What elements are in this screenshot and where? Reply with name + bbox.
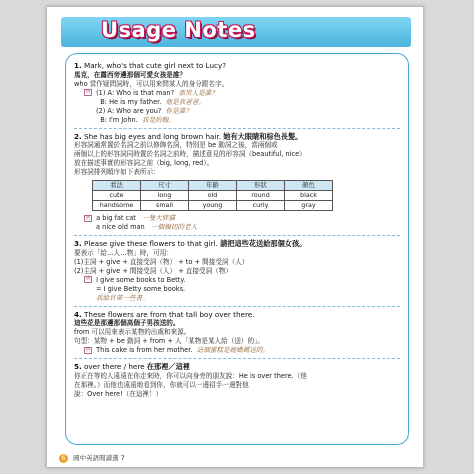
section-5-note-3: 說：Over here!（在這裡！） (74, 389, 163, 398)
section-divider (74, 235, 400, 236)
section-4-translation: 這些花是那邊那個高個子男孩送的。 (74, 319, 180, 327)
section-1-example-1a: 例 (1) A: Who is that man? 那男人是誰？ (85, 88, 218, 97)
section-4-note-2: 句型：某物 + be 動詞 + from + 人「某物是某人給（送）的」。 (74, 337, 265, 345)
section-2-example-1: 例 a big fat cat 一隻大胖貓 (85, 214, 176, 222)
section-1-example-2a: (2) A: Who are you? 你是誰？ (96, 106, 192, 115)
section-1-example-2b: B: I'm John. 我是約翰。 (100, 115, 175, 124)
section-2-note-3: 放在描述事實的形容詞之前（big, long, red）。 (74, 159, 214, 167)
section-3-example-1: 例 I give some books to Betty. (85, 275, 186, 284)
section-3-rule-2: (2)主詞 + give + 間接受詞（人） + 直接受詞（物） (74, 266, 232, 275)
example-icon: 例 (85, 346, 91, 353)
adjective-order-table (92, 180, 333, 211)
section-1-heading: 1. Mark, who's that cute girl next to Lucy? (74, 61, 227, 70)
section-5-heading: 5. over there / here 在那裡／這裡 (74, 362, 190, 371)
table-row: cute long old round black (93, 191, 333, 201)
section-4-heading: 4. These flowers are from that tall boy over there. (74, 309, 255, 319)
title-banner (61, 17, 411, 47)
example-icon: 例 (85, 89, 91, 95)
textbook-page (46, 6, 424, 468)
section-2-example-2: a nice old man 一個親切的老人 (96, 223, 198, 231)
example-icon: 例 (85, 214, 91, 221)
section-divider (74, 306, 400, 307)
table-header-row: 看法 尺寸 年齡 形狀 顏色 (93, 181, 333, 191)
section-divider (74, 128, 400, 129)
page-footer (59, 453, 125, 463)
section-5-note-1: 你正在等的人遠遠在你走來時，你可以向身旁的朋友說：He is over there.（他 (74, 371, 307, 380)
book-title: 國中英語閱讀選 7 (73, 454, 125, 462)
section-2-note-4: 形容詞排列順序如下表所示： (74, 168, 160, 176)
section-3-note: 要表示「給…人…物」時，可用： (74, 248, 173, 257)
section-3-rule-1: (1)主詞 + give + 直接受詞（物） + to + 間接受詞（人） (74, 257, 249, 266)
section-4-example-1: 例 This cake is from her mother. 這個蛋糕是她媽媽送的。 (85, 346, 270, 354)
section-1-example-1b: B: He is my father. 他是我爸爸。 (100, 97, 206, 106)
table-row: handsome small young curly gray (93, 201, 333, 211)
section-2-heading: 2. She has big eyes and long brown hair. 她有大眼睛和棕色長髮。 (74, 131, 303, 141)
section-1-note: who 當作疑問詞時，可以用來問某人的身分跟名字。 (74, 79, 229, 88)
section-5-note-2: 在那裡。）而他也遠遠地看到你，你就可以一邊招手一邊對他 (74, 380, 249, 389)
page-title: Usage Notes (101, 18, 256, 42)
section-divider (74, 358, 400, 359)
section-2-note-1: 形容詞通常置於名詞之前以修飾名詞，特別是 be 動詞之後，當兩個或 (74, 141, 278, 149)
section-3-heading: 3. Please give these flowers to that girl. 請把這些花送給那個女孩。 (74, 239, 307, 248)
page-number: 6 (59, 454, 68, 463)
section-1-translation: 馬克，在露西旁邊那個可愛女孩是誰？ (74, 70, 187, 79)
section-3-example-1-alt: = I give Betty some books. (96, 284, 186, 293)
section-4-note-1: from 可以用來表示某物的出處和來源。 (74, 328, 191, 336)
notes-panel (65, 53, 409, 445)
example-icon: 例 (85, 276, 91, 282)
section-2-note-2: 兩個以上的形容詞同時置於名詞之前時，描述意見的形容詞（beautiful, nice） (74, 150, 306, 158)
section-3-example-1-zh: 我給貝蒂一些書。 (96, 293, 149, 302)
